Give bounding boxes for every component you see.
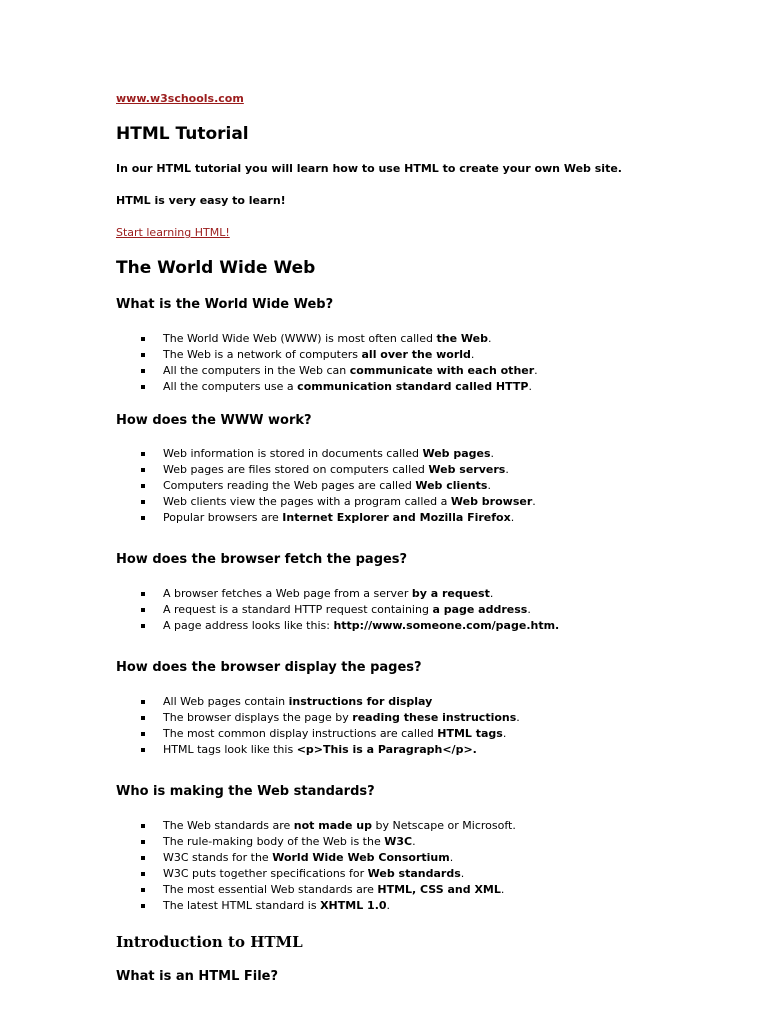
list-item: A browser fetches a Web page from a server by a request. <box>116 586 559 602</box>
list-item: The browser displays the page by reading these instructions. <box>116 710 520 726</box>
section-heading-what-is-www: What is the World Wide Web? <box>116 297 334 312</box>
list-item: The Web standards are not made up by Netscape or Microsoft. <box>116 818 516 834</box>
list-item: The World Wide Web (WWW) is most often called the Web. <box>116 331 538 347</box>
html-tutorial-title: HTML Tutorial <box>116 124 249 144</box>
list-item: Web pages are files stored on computers called Web servers. <box>116 462 536 478</box>
list-item: The most common display instructions are called HTML tags. <box>116 726 520 742</box>
section-heading-browser-fetch: How does the browser fetch the pages? <box>116 552 408 567</box>
list-item: Web information is stored in documents called Web pages. <box>116 446 536 462</box>
tutorial-intro-text: In our HTML tutorial you will learn how to use HTML to create your own Web site. <box>116 162 622 175</box>
section-heading-what-is-html-file: What is an HTML File? <box>116 969 279 984</box>
section-heading-browser-display: How does the browser display the pages? <box>116 660 422 675</box>
list-item: A page address looks like this: http://www.someone.com/page.htm. <box>116 618 559 634</box>
bullet-list-what-is-www <box>116 331 538 395</box>
start-learning-link[interactable]: Start learning HTML! <box>116 226 230 239</box>
bullet-list-web-standards <box>116 818 516 914</box>
list-item: Popular browsers are Internet Explorer and Mozilla Firefox. <box>116 510 536 526</box>
list-item: The most essential Web standards are HTML, CSS and XML. <box>116 882 516 898</box>
list-item: W3C puts together specifications for Web standards. <box>116 866 516 882</box>
easy-to-learn-text: HTML is very easy to learn! <box>116 194 286 207</box>
list-item: All Web pages contain instructions for display <box>116 694 520 710</box>
list-item: The Web is a network of computers all over the world. <box>116 347 538 363</box>
list-item: Computers reading the Web pages are called Web clients. <box>116 478 536 494</box>
list-item: The rule-making body of the Web is the W3C. <box>116 834 516 850</box>
section-heading-web-standards: Who is making the Web standards? <box>116 784 375 799</box>
list-item: A request is a standard HTTP request containing a page address. <box>116 602 559 618</box>
world-wide-web-title: The World Wide Web <box>116 258 316 278</box>
bullet-list-browser-display <box>116 694 520 758</box>
list-item: All the computers use a communication standard called HTTP. <box>116 379 538 395</box>
bullet-list-browser-fetch <box>116 586 559 634</box>
bullet-list-how-www-works <box>116 446 536 526</box>
list-item: Web clients view the pages with a program called a Web browser. <box>116 494 536 510</box>
list-item: HTML tags look like this <p>This is a Paragraph</p>. <box>116 742 520 758</box>
w3schools-link[interactable]: www.w3schools.com <box>116 92 244 105</box>
intro-to-html-title: Introduction to HTML <box>116 933 303 951</box>
list-item: All the computers in the Web can communicate with each other. <box>116 363 538 379</box>
list-item: The latest HTML standard is XHTML 1.0. <box>116 898 516 914</box>
section-heading-how-www-works: How does the WWW work? <box>116 413 312 428</box>
list-item: W3C stands for the World Wide Web Consortium. <box>116 850 516 866</box>
